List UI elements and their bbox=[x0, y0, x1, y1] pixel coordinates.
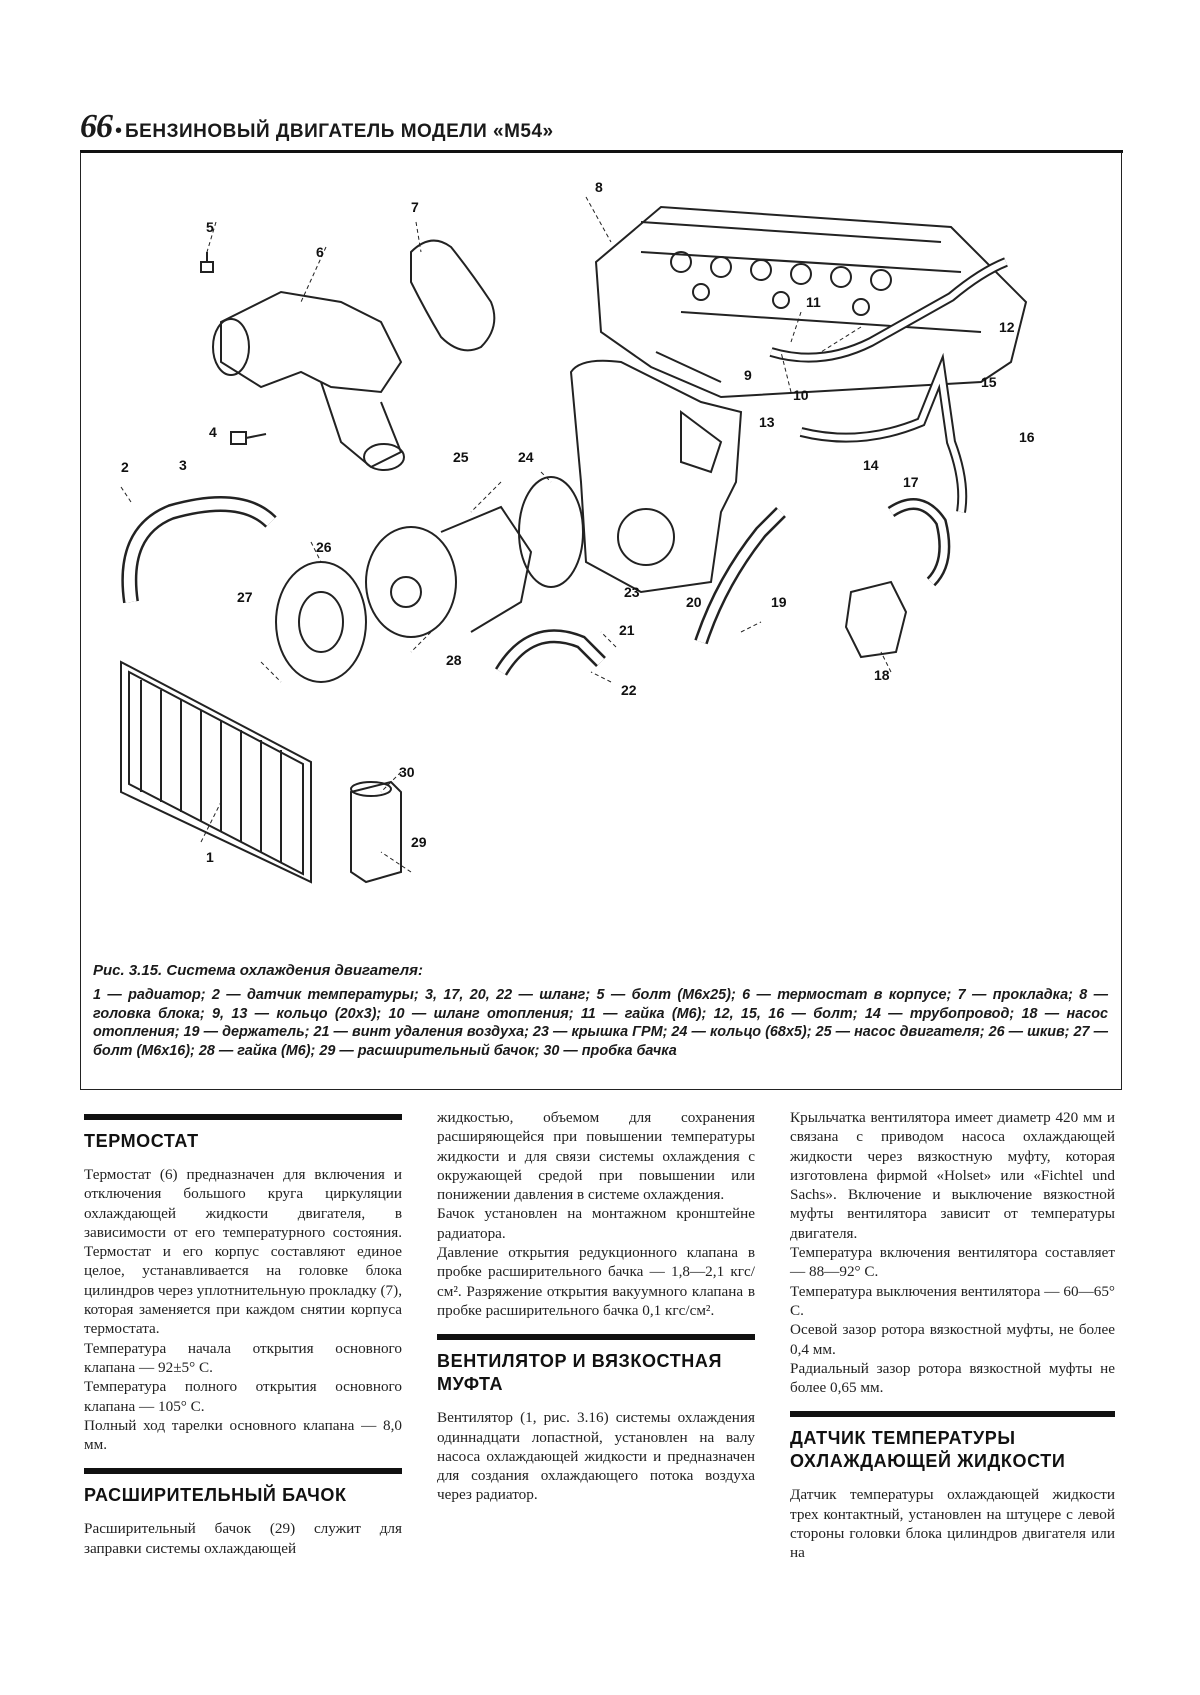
cooling-system-diagram bbox=[81, 152, 1121, 1090]
bolt-4-drawing bbox=[231, 432, 266, 444]
callout-15: 15 bbox=[981, 374, 997, 390]
pipe-14-drawing bbox=[801, 372, 962, 512]
paragraph: Крыльчатка вентилятора имеет диаметр 420 мм и связана с приводом насоса охлаждающей жидкости через вязкостную муфту, которая изготовлена фирмой «Holset» или «Fichtel und Sachs». Включение и выключение вязкостной муфты вентилятора зависит от температуры двигателя. bbox=[790, 1109, 1115, 1242]
callout-8: 8 bbox=[595, 179, 603, 195]
expansion-tank-drawing bbox=[351, 782, 401, 882]
heading-thermostat: ТЕРМОСТАТ bbox=[84, 1114, 402, 1153]
paragraph: Давление открытия редукционного клапана в пробке расширительного бачка — 1,8—2,1 кгс/см². Разряжение открытия вакуумного клапана в пробке расширительного бачка 0,1 кгс/см². bbox=[437, 1244, 755, 1319]
water-pump-drawing bbox=[366, 507, 531, 637]
paragraph: Температура выключения вентилятора — 60—65° С. bbox=[790, 1282, 1115, 1319]
callout-1: 1 bbox=[206, 849, 214, 865]
figure-cooling-system bbox=[80, 152, 1122, 1090]
callout-13: 13 bbox=[759, 414, 775, 430]
callout-11: 11 bbox=[806, 294, 821, 310]
callout-25: 25 bbox=[453, 449, 469, 465]
figure-caption-legend: 1 — радиатор; 2 — датчик температуры; 3, 17, 20, 22 — шланг; 5 — болт (М6х25); 6 — термостат в корпусе; 7 — прокладка; 8 — головка блока; 9, 13 — кольцо (20х3); 10 — шланг отопления; 11 — гайка (М6); 12, 15, 16 — болт; 14 — трубопровод; 18 — насос отопления; 19 — держатель; 21 — винт удаления воздуха; 23 — крышка ГРМ; 24 — кольцо (68х5); 25 — насос двигателя; 26 — шкив; 27 — болт (М6х16); 28 — гайка (М6); 29 — расширительный бачок; 30 — пробка бачка bbox=[93, 987, 1108, 1059]
figure-callouts bbox=[121, 179, 1035, 865]
heading-fan: ВЕНТИЛЯТОР И ВЯЗКОСТНАЯ МУФТА bbox=[437, 1334, 755, 1396]
callout-22: 22 bbox=[621, 682, 637, 698]
paragraph: Бачок установлен на монтажном кронштейне радиатора. bbox=[437, 1205, 755, 1242]
callout-9: 9 bbox=[744, 367, 752, 383]
text-column-2 bbox=[437, 1108, 755, 1505]
paragraph: Термостат (6) предназначен для включения и отключения большого круга циркуляции охлаждающей жидкости двигателя, в зависимости от его температурного состояния. Термостат и его корпус составляют единое целое, устанавливается на головке блока цилиндров через уплотнительную прокладку (7), которая заменяется при каждом снятии корпуса термостата. bbox=[84, 1166, 402, 1338]
paragraph: Температура включения вентилятора составляет — 88—92° С. bbox=[790, 1244, 1115, 1281]
bolt-5-drawing bbox=[201, 252, 213, 272]
callout-18: 18 bbox=[874, 667, 890, 683]
heater-pump-drawing bbox=[846, 582, 906, 657]
page-header bbox=[80, 108, 1120, 146]
figure-caption bbox=[93, 962, 1108, 1060]
callout-24: 24 bbox=[518, 449, 534, 465]
header-title: БЕНЗИНОВЫЙ ДВИГАТЕЛЬ МОДЕЛИ «M54» bbox=[125, 121, 554, 142]
radiator-drawing bbox=[121, 662, 311, 882]
callout-6: 6 bbox=[316, 244, 324, 260]
callout-2: 2 bbox=[121, 459, 129, 475]
callout-17: 17 bbox=[903, 474, 919, 490]
callout-16: 16 bbox=[1019, 429, 1035, 445]
callout-26: 26 bbox=[316, 539, 332, 555]
callout-19: 19 bbox=[771, 594, 787, 610]
header-bullet: • bbox=[115, 120, 123, 142]
callout-27: 27 bbox=[237, 589, 253, 605]
callout-10: 10 bbox=[793, 387, 809, 403]
o-ring-24-drawing bbox=[519, 477, 583, 587]
paragraph: Радиальный зазор ротора вязкостной муфты не более 0,65 мм. bbox=[790, 1359, 1115, 1397]
callout-21: 21 bbox=[619, 622, 635, 638]
callout-23: 23 bbox=[624, 584, 640, 600]
callout-12: 12 bbox=[999, 319, 1015, 335]
paragraph: Вентилятор (1, рис. 3.16) системы охлаждения одиннадцати лопастной, установлен на валу насоса охлаждающей жидкости и предназначен для создания охлаждающего потока воздуха через радиатор. bbox=[437, 1409, 755, 1504]
pulley-drawing bbox=[276, 562, 366, 682]
callout-4: 4 bbox=[209, 424, 217, 440]
callout-5: 5 bbox=[206, 219, 214, 235]
paragraph: Датчик температуры охлаждающей жидкости трех контактный, установлен на штуцере с левой стороны головки блока цилиндров двигателя или на bbox=[790, 1486, 1115, 1562]
paragraph: Температура полного открытия основного клапана — 105° С. bbox=[84, 1378, 402, 1415]
text-column-3 bbox=[790, 1108, 1115, 1563]
heading-expansion-tank: РАСШИРИТЕЛЬНЫЙ БАЧОК bbox=[84, 1468, 402, 1507]
paragraph: Полный ход тарелки основного клапана — 8,0 мм. bbox=[84, 1416, 402, 1454]
callout-3: 3 bbox=[179, 457, 187, 473]
callout-29: 29 bbox=[411, 834, 427, 850]
callout-28: 28 bbox=[446, 652, 462, 668]
gasket-drawing bbox=[411, 241, 494, 351]
paragraph: Температура начала открытия основного клапана — 92±5° С. bbox=[84, 1339, 402, 1376]
figure-caption-title: Рис. 3.15. Система охлаждения двигателя: bbox=[93, 962, 423, 979]
callout-14: 14 bbox=[863, 457, 879, 473]
callout-30: 30 bbox=[399, 764, 415, 780]
paragraph: Расширительный бачок (29) служит для заправки системы охлаждающей bbox=[84, 1520, 402, 1557]
hose-20-drawing bbox=[701, 512, 781, 642]
text-column-1 bbox=[84, 1108, 402, 1558]
heading-temperature-sensor: ДАТЧИК ТЕМПЕРАТУРЫ ОХЛАЖДАЮЩЕЙ ЖИДКОСТИ bbox=[790, 1411, 1115, 1473]
callout-20: 20 bbox=[686, 594, 702, 610]
page-number: 66 bbox=[80, 108, 112, 145]
callout-7: 7 bbox=[411, 199, 419, 215]
paragraph: жидкостью, объемом для сохранения расширяющейся при повышении температуры жидкости и для связи системы охлаждения с окружающей средой при повышении или понижении давления в системе охлаждения. bbox=[437, 1109, 755, 1204]
paragraph: Осевой зазор ротора вязкостной муфты, не более 0,4 мм. bbox=[790, 1321, 1115, 1358]
